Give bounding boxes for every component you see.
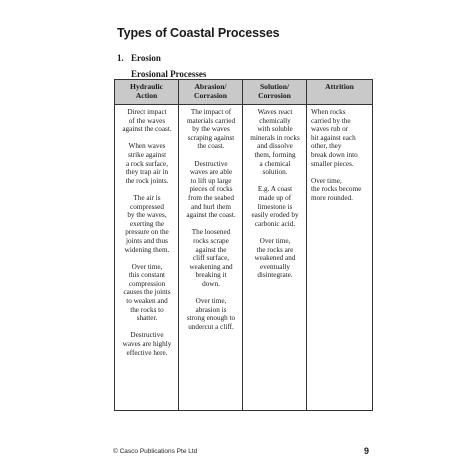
cell-line: Destructive xyxy=(130,331,164,340)
table-header-row xyxy=(115,80,373,105)
cell-paragraph xyxy=(119,142,175,185)
cell-line: to lift up large xyxy=(190,176,232,185)
cell-line: down. xyxy=(202,279,220,288)
cell-line: break down into xyxy=(311,150,358,159)
cell-line: abrasion is xyxy=(195,305,227,314)
cell-line: of the waves xyxy=(128,116,166,125)
cell-line: pressure on the xyxy=(125,228,169,237)
cell-line: smaller pieces. xyxy=(311,159,354,168)
cell-line: materials carried xyxy=(186,116,236,125)
cell-line: undercut a cliff. xyxy=(188,322,234,331)
cell-line: by the waves, xyxy=(127,211,167,220)
cell-line: disintegrate. xyxy=(257,271,293,280)
cell-line: waves are highly xyxy=(122,340,172,349)
header-line: Hydraulic xyxy=(130,82,163,91)
cell-line: to weaken and xyxy=(126,297,168,306)
cell-line: against the xyxy=(195,245,227,254)
cell-abrasion-corrasion xyxy=(179,105,243,411)
cell-line: cliff surface, xyxy=(192,254,230,263)
section-number: 1. xyxy=(117,53,124,63)
cell-line: waves rub or xyxy=(311,125,349,134)
header-line: Solution/ xyxy=(259,82,290,91)
cell-paragraph xyxy=(247,108,303,177)
cell-paragraph xyxy=(247,237,303,280)
cell-line: chemically xyxy=(259,116,291,125)
cell-line: effective here. xyxy=(126,348,168,357)
header-attrition xyxy=(307,80,373,105)
cell-line: breaking it xyxy=(195,271,227,280)
cell-paragraph xyxy=(119,194,175,254)
header-hydraulic-action xyxy=(115,80,179,105)
cell-paragraph xyxy=(119,331,175,357)
cell-line: the coast. xyxy=(197,142,225,151)
cell-line: they trap air in xyxy=(125,168,169,177)
section-heading xyxy=(117,53,161,63)
cell-paragraph xyxy=(311,177,369,203)
cell-line: Destructive xyxy=(194,159,228,168)
cell-paragraph xyxy=(183,228,239,288)
cell-line: carbonic acid. xyxy=(254,219,296,228)
cell-line: solution. xyxy=(262,168,288,177)
cell-line: the rocks are xyxy=(256,245,294,254)
cell-line: other, they xyxy=(311,142,342,151)
cell-line: this constant xyxy=(128,271,166,280)
cell-paragraph xyxy=(183,297,239,331)
cell-line: When rocks xyxy=(311,108,346,116)
cell-line: E.g. A coast xyxy=(257,185,293,194)
cell-line: the rocks become xyxy=(311,185,362,194)
cell-line: Over time, xyxy=(311,176,342,185)
cell-line: made up of xyxy=(258,193,292,202)
cell-line: Over time, xyxy=(131,262,163,271)
cell-line: shatter. xyxy=(136,314,158,323)
header-line: Attrition xyxy=(325,82,354,91)
cell-line: Direct impact xyxy=(127,108,167,116)
cell-line: easily eroded by xyxy=(251,211,299,220)
cell-line: minerals in rocks xyxy=(250,133,300,142)
cell-line: them, forming xyxy=(254,150,296,159)
table-row xyxy=(115,105,373,411)
cell-line: and dissolve xyxy=(257,142,293,151)
cell-line: and hurl them xyxy=(191,202,231,211)
cell-attrition xyxy=(307,105,373,411)
cell-line: The loosened xyxy=(191,228,231,237)
cell-line: with soluble xyxy=(257,125,293,134)
cell-line: compressed xyxy=(130,202,164,211)
cell-line: strike against xyxy=(127,150,167,159)
cell-paragraph xyxy=(183,160,239,220)
cell-line: more rounded. xyxy=(311,193,353,202)
cell-line: compression xyxy=(128,279,166,288)
header-line: Corrasion xyxy=(194,91,227,100)
cell-line: waves are able xyxy=(189,168,233,177)
cell-line: a rock surface, xyxy=(125,159,169,168)
cell-line: The impact of xyxy=(190,108,232,116)
cell-line: the rock joints. xyxy=(125,176,169,185)
cell-line: weakened and xyxy=(254,254,296,263)
cell-line: hit against each xyxy=(311,133,356,142)
cell-line: Over time, xyxy=(259,236,291,245)
cell-line: the rocks to xyxy=(130,305,164,314)
header-abrasion-corrasion xyxy=(179,80,243,105)
cell-paragraph xyxy=(311,108,369,168)
cell-line: widening them. xyxy=(124,245,170,254)
cell-paragraph xyxy=(183,108,239,151)
subheading: Erosional Processes xyxy=(131,69,207,79)
cell-line: weakening and xyxy=(189,262,233,271)
header-line: Corrosion xyxy=(258,91,291,100)
section-title: Erosion xyxy=(131,53,161,63)
cell-paragraph xyxy=(119,263,175,323)
cell-line: Waves react xyxy=(257,108,293,116)
header-solution-corrosion xyxy=(243,80,307,105)
cell-line: strong enough to xyxy=(186,314,236,323)
copyright-notice: © Casco Publications Pte Ltd xyxy=(113,448,198,455)
cell-line: against the coast. xyxy=(122,125,172,134)
cell-line: The air is xyxy=(133,193,161,202)
cell-line: by the waves xyxy=(192,125,230,134)
cell-line: exerting the xyxy=(129,219,165,228)
erosional-processes-table xyxy=(114,79,373,411)
cell-line: carried by the xyxy=(311,116,351,125)
cell-line: eventually xyxy=(260,262,290,271)
cell-paragraph xyxy=(247,185,303,228)
header-line: Abrasion/ xyxy=(194,82,227,91)
header-line: Action xyxy=(135,91,158,100)
cell-line: joints and thus xyxy=(126,236,168,245)
cell-line: causes the joints xyxy=(123,288,171,297)
cell-paragraph xyxy=(119,108,175,134)
page-number: 9 xyxy=(364,446,370,456)
cell-line: rocks scrape xyxy=(193,236,229,245)
cell-line: a chemical xyxy=(259,159,291,168)
cell-line: limestone is xyxy=(257,202,293,211)
cell-solution-corrosion xyxy=(243,105,307,411)
cell-line: from the seabed xyxy=(188,193,234,202)
cell-line: When waves xyxy=(128,142,166,151)
page-title: Types of Coastal Processes xyxy=(117,26,280,40)
cell-hydraulic-action xyxy=(115,105,179,411)
cell-line: pieces of rocks xyxy=(189,185,233,194)
cell-line: against the coast. xyxy=(186,211,236,220)
cell-line: scraping against xyxy=(187,133,235,142)
cell-line: Over time, xyxy=(195,297,227,306)
